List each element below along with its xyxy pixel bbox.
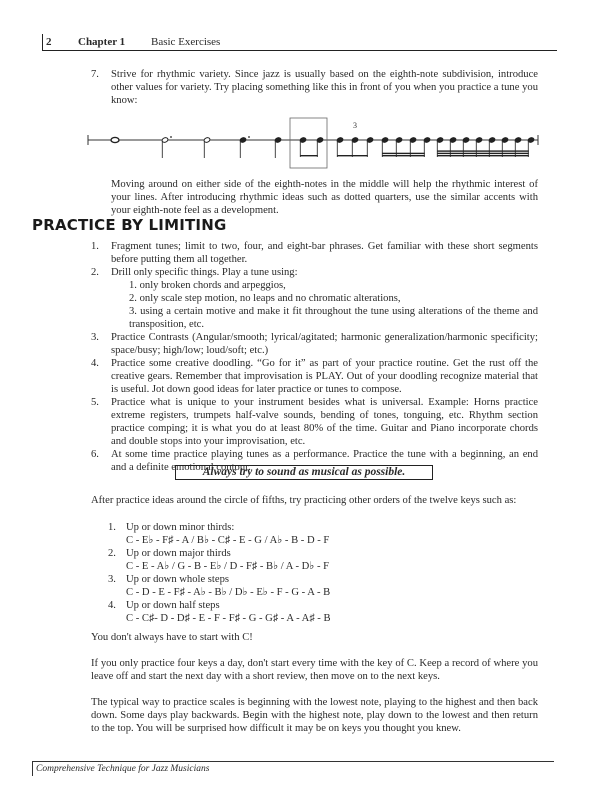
key-order-title: Up or down whole steps <box>126 574 229 585</box>
list-item <box>91 396 538 448</box>
item-number: 2. <box>108 548 116 559</box>
item-number: 6. <box>91 449 99 460</box>
key-order-title: Up or down minor thirds: <box>126 522 235 533</box>
item-number: 3. <box>91 332 99 343</box>
paragraph: If you only practice four keys a day, don't start every time with the key of C. Keep a record of where you leave off and start the next day with a short review, then move on to the next keys. <box>91 658 538 682</box>
sixteenth-beam <box>382 153 425 154</box>
intro-item <box>91 68 538 107</box>
key-orders-list <box>108 521 408 625</box>
item-number: 2. <box>91 267 99 278</box>
item-number: 7. <box>91 69 99 80</box>
item-text: Practice what is unique to your instrument besides what is universal. Example: Horns practice extreme registers, trumpets half-valve sounds, bending of tones, tonguing, etc. Rhythm section practice comping; it is what you do at least 80% of the time. Guitar and Piano incorporate chords and double stops into your improvisation, etc. <box>111 397 538 447</box>
sub-item: 1. only broken chords and arpeggios, <box>129 280 286 291</box>
triplet-beam <box>337 155 368 156</box>
paragraph: You don't always have to start with C! <box>91 632 253 643</box>
section-label: Basic Exercises <box>151 36 221 48</box>
item-number: 3. <box>108 574 116 585</box>
page-number: 2 <box>46 36 52 48</box>
item-number: 1. <box>108 522 116 533</box>
item-text: Strive for rhythmic variety. Since jazz is usually based on the eighth-note subdivision, introduce other values for variety. Try placing something like this in front of you when you practice a tune you know: <box>111 69 538 106</box>
eighth-beam <box>300 155 318 156</box>
key-order-item <box>108 573 408 599</box>
key-sequence: C - C♯- D - D♯ - E - F - F♯ - G - G♯ - A - A♯ - B <box>126 613 331 624</box>
item-number: 5. <box>91 397 99 408</box>
footer-title: Comprehensive Technique for Jazz Musicians <box>32 762 554 776</box>
key-sequence: C - D - E - F♯ - A♭ - B♭ / D♭ - E♭ - F - G - A - B <box>126 587 331 598</box>
key-sequence: C - E♭ - F♯ - A / B♭ - C♯ - E - G / A♭ - B - D - F <box>126 535 330 546</box>
augmentation-dot <box>248 136 250 138</box>
callout-box: Always try to sound as musical as possible. <box>175 465 433 480</box>
key-order-item <box>108 521 408 547</box>
key-order-item <box>108 599 408 625</box>
item-text: Practice Contrasts (Angular/smooth; lyrical/agitated; harmonic generalization/harmonic specificity; space/busy; high/low; loud/soft; etc.) <box>111 332 538 356</box>
running-footer <box>32 761 554 776</box>
practice-list <box>91 240 538 474</box>
sixteenth-beam <box>382 155 425 156</box>
rhythm-figure <box>80 110 550 175</box>
list-item <box>91 266 538 331</box>
list-item <box>91 240 538 266</box>
section-title: PRACTICE BY LIMITING <box>32 216 227 234</box>
key-sequence: C - E - A♭ / G - B - E♭ / D - F♯ - B♭ / A - D♭ - F <box>126 561 330 572</box>
thirty-second-beam <box>437 150 529 151</box>
sub-item: 2. only scale step motion, no leaps and no chromatic alterations, <box>129 293 401 304</box>
figure-caption: Moving around on either side of the eighth-notes in the middle will help the rhythmic interest of your lines. After introducing rhythmic ideas such as dotted quarters, use the similar accents with your eighth-note feel as a development. <box>111 179 538 216</box>
item-text: At some time practice playing tunes as a performance. Practice the tune with a beginning, an end and a definite emotional contour. <box>111 449 538 473</box>
sub-item: 3. using a certain motive and make it fit throughout the tune using alterations of the theme and transposition, etc. <box>129 306 538 330</box>
list-item <box>91 357 538 396</box>
item-number: 1. <box>91 241 99 252</box>
item-text: Fragment tunes; limit to two, four, and eight-bar phrases. Get familiar with these short segments before putting them all together. <box>111 241 538 265</box>
paragraph: The typical way to practice scales is beginning with the lowest note, playing to the highest and then back down. Some days play backwards. Begin with the highest note, play down to the lowest and then return to the top. You will be surprised how difficult it may be on keys you thought you knew. <box>91 697 538 734</box>
running-header <box>42 34 557 51</box>
thirty-second-beam <box>437 155 529 156</box>
highlight-box <box>290 118 327 168</box>
item-number: 4. <box>91 358 99 369</box>
keys-intro: After practice ideas around the circle of fifths, try practicing other orders of the twelve keys such as: <box>91 495 517 506</box>
thirty-second-beam <box>437 153 529 154</box>
key-order-title: Up or down major thirds <box>126 548 231 559</box>
list-item <box>91 331 538 357</box>
key-order-title: Up or down half steps <box>126 600 220 611</box>
triplet-label: 3 <box>353 121 357 130</box>
item-number: 4. <box>108 600 116 611</box>
chapter-label: Chapter 1 <box>78 36 126 48</box>
whole-note <box>111 137 119 142</box>
augmentation-dot <box>170 136 172 138</box>
key-order-item <box>108 547 408 573</box>
item-text: Practice some creative doodling. “Go for it” as part of your practice routine. Get the rust off the creative gears. Remember that improvisation is PLAY. Out of your doodling recognize material that is useful. Jot down good ideas for later practice or tunes to compose. <box>111 358 538 395</box>
item-text: Drill only specific things. Play a tune using: <box>111 267 298 278</box>
